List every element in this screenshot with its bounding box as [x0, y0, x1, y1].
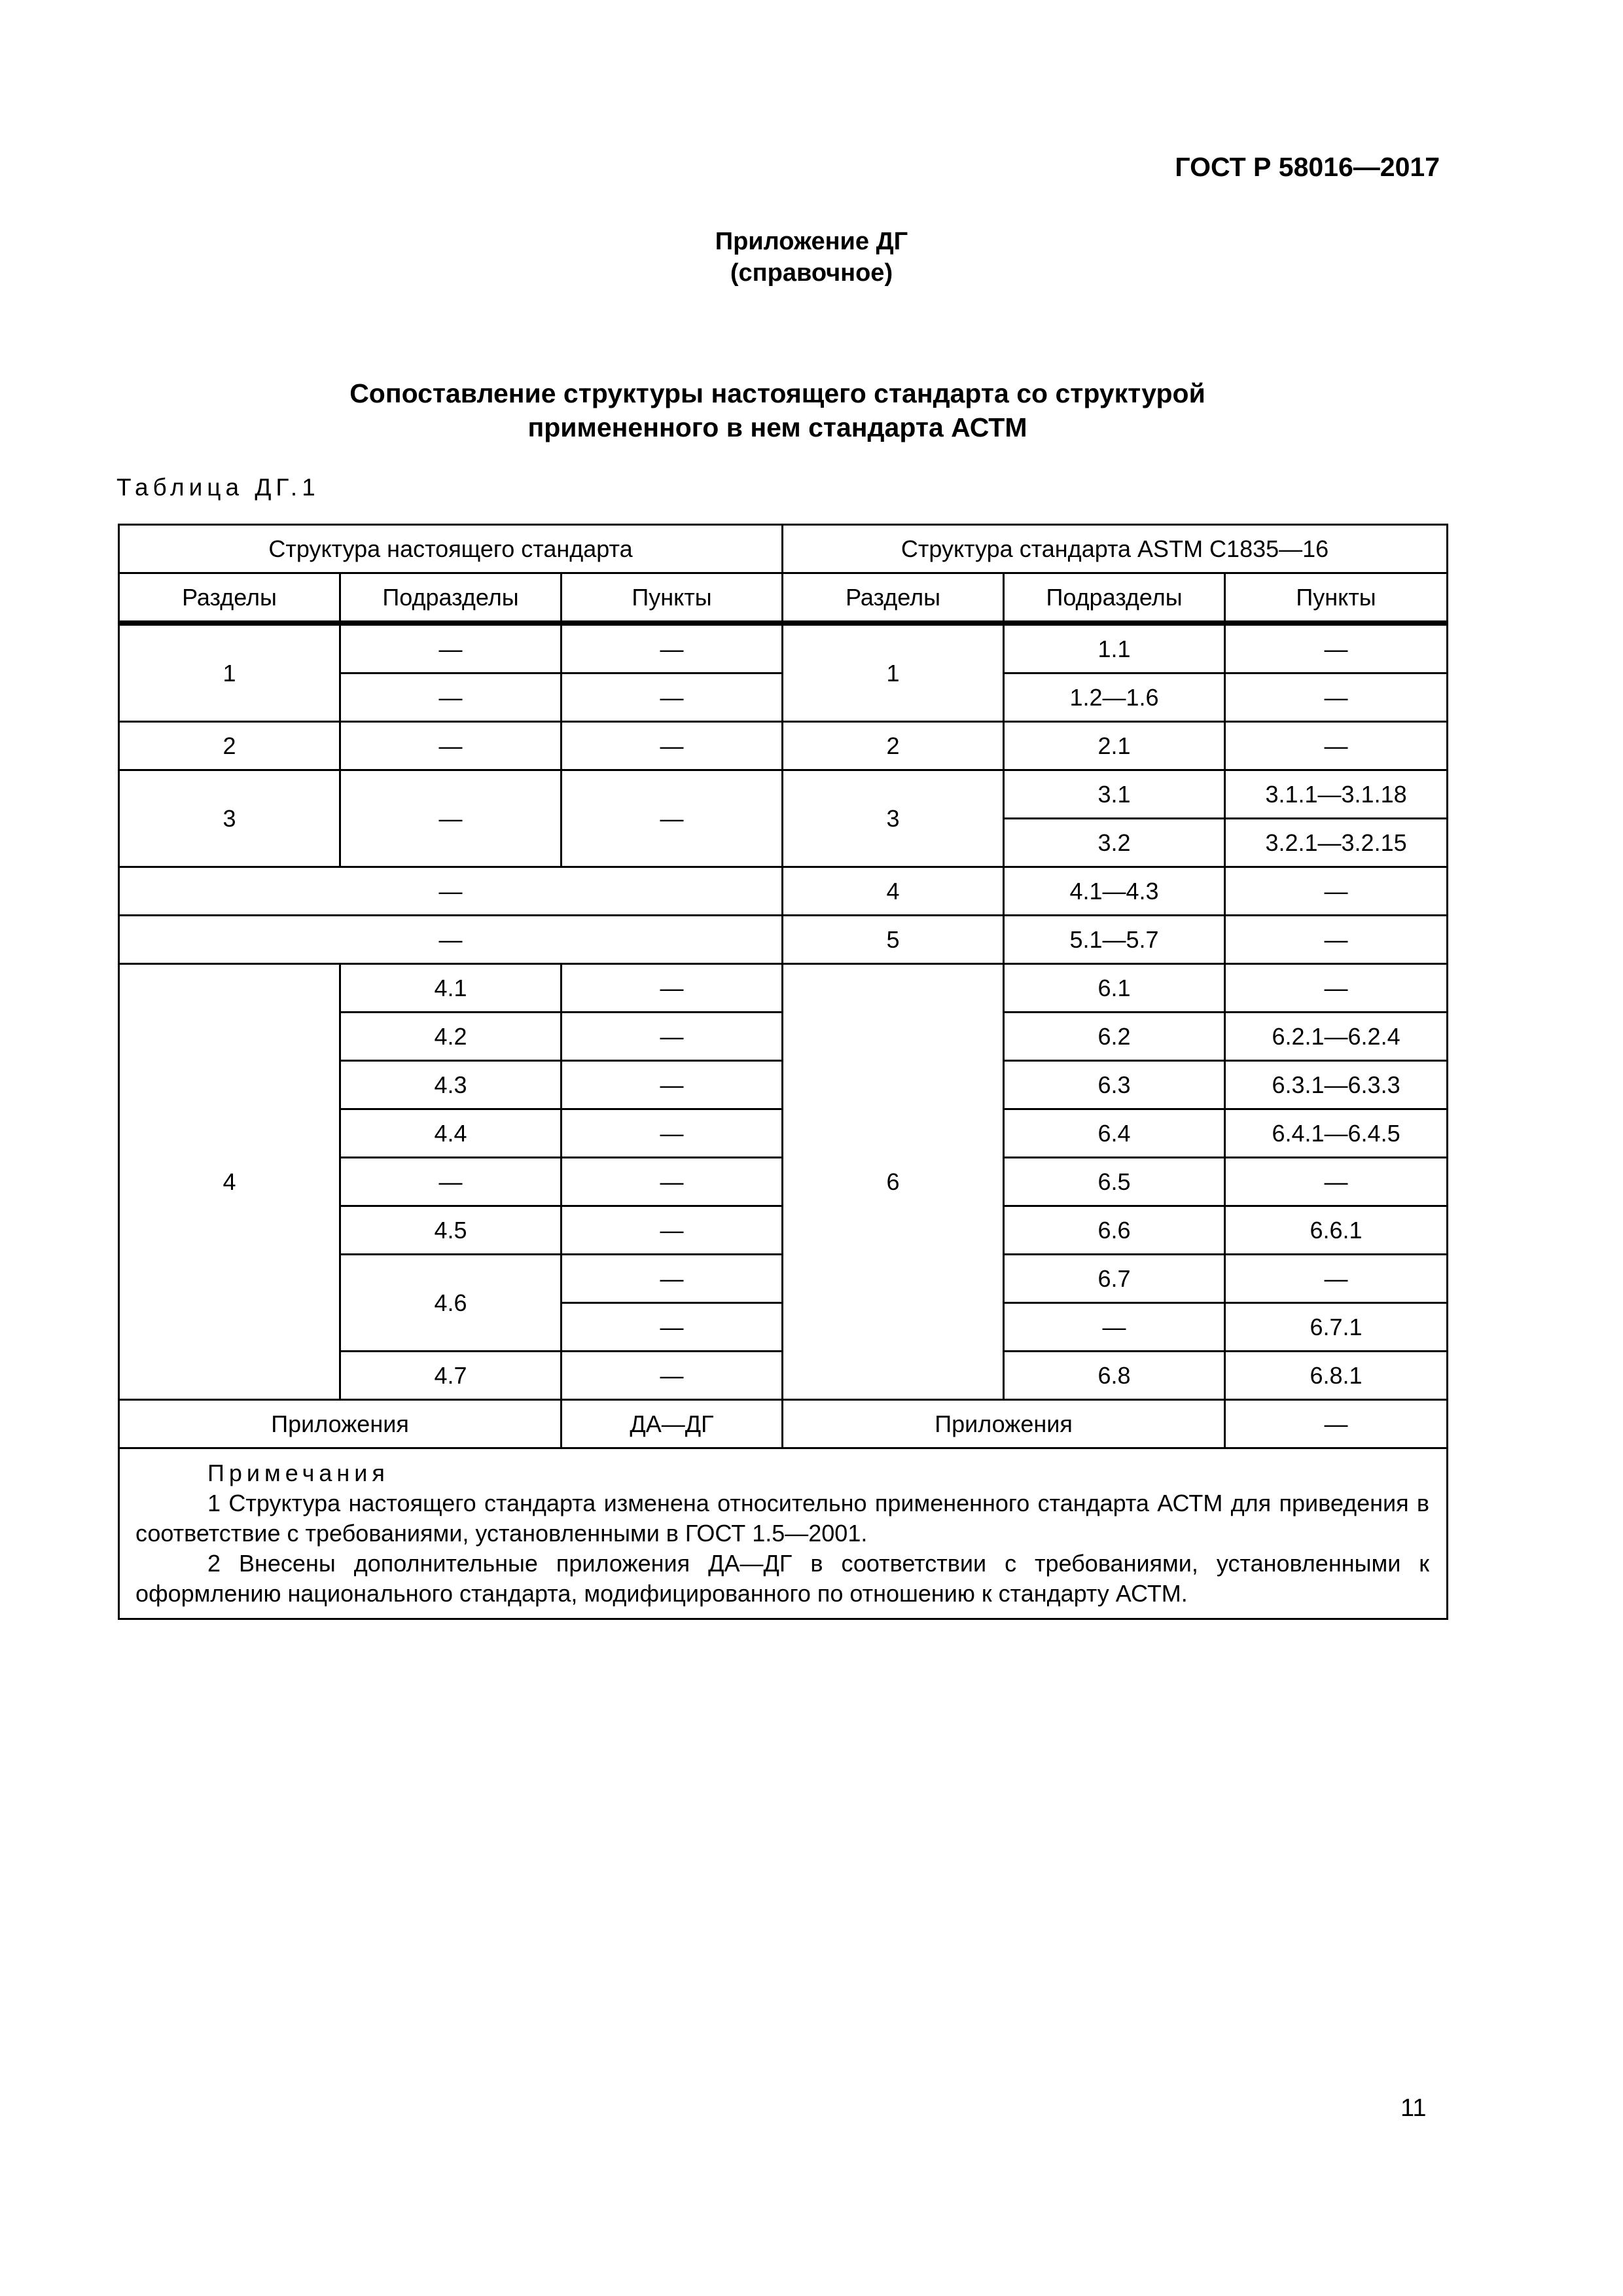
table-cell: — [1225, 673, 1448, 722]
table-cell: 2 [783, 722, 1004, 770]
table-cell: 6.2 [1004, 1013, 1225, 1061]
table-cell: — [562, 964, 783, 1013]
notes-row [119, 1448, 1448, 1619]
table-cell: — [1004, 1303, 1225, 1352]
table-row [119, 1400, 1448, 1448]
table-cell: — [1225, 867, 1448, 916]
notes-title: Примечания [207, 1460, 389, 1486]
document-code: ГОСТ Р 58016—2017 [1175, 152, 1440, 182]
table-cell: — [562, 1303, 783, 1352]
table-cell: 4.1 [340, 964, 562, 1013]
table-cell: — [1225, 623, 1448, 673]
table-cell: — [562, 1061, 783, 1109]
table-cell: 1 [783, 623, 1004, 722]
table-row [119, 722, 1448, 770]
table-cell: 3 [119, 770, 340, 867]
table-cell: — [1225, 1255, 1448, 1303]
table-cell: 6.7 [1004, 1255, 1225, 1303]
table-cell: 4.3 [340, 1061, 562, 1109]
table-cell: 6.8 [1004, 1352, 1225, 1400]
column-header: Подразделы [340, 573, 562, 624]
table-cell: 3.2 [1004, 819, 1225, 867]
table-cell: 5.1—5.7 [1004, 916, 1225, 964]
table-cell: 6.2.1—6.2.4 [1225, 1013, 1448, 1061]
structure-comparison-table [118, 524, 1448, 1620]
table-cell: ДА—ДГ [562, 1400, 783, 1448]
note-2: 2 Внесены дополнительные приложения ДА—ДГ в соответствии с требованиями, установленными к оформлению национального стандарта, модифицированного по отношению к стандарту АСТМ. [135, 1550, 1430, 1607]
table-row [119, 770, 1448, 819]
table-cell: — [1225, 1400, 1448, 1448]
table-cell: 6.3.1—6.3.3 [1225, 1061, 1448, 1109]
table-cell: 3 [783, 770, 1004, 867]
table-cell: 1.2—1.6 [1004, 673, 1225, 722]
table-row [119, 916, 1448, 964]
appendix-name: Приложение ДГ [715, 228, 908, 255]
table-cell: — [340, 722, 562, 770]
table-cell: — [562, 1206, 783, 1255]
table-cell: — [1225, 964, 1448, 1013]
table-cell: Приложения [119, 1400, 562, 1448]
table-cell: 6.4 [1004, 1109, 1225, 1158]
table-cell: 4.7 [340, 1352, 562, 1400]
table-group-header-row [119, 525, 1448, 573]
column-header: Разделы [783, 573, 1004, 624]
table-cell: — [1225, 1158, 1448, 1206]
table-cell: 1 [119, 623, 340, 722]
table-cell: — [562, 1352, 783, 1400]
table-cell: — [562, 770, 783, 867]
table-title-line-2: примененного в нем стандарта АСТМ [527, 412, 1027, 442]
table-column-header-row [119, 573, 1448, 624]
table-cell: 6.3 [1004, 1061, 1225, 1109]
table-cell: 6.6 [1004, 1206, 1225, 1255]
note-1: 1 Структура настоящего стандарта изменена относительно примененного стандарта АСТМ для приведения в соответствие с требованиями, установленными в ГОСТ 1.5—2001. [135, 1490, 1430, 1547]
table-cell: 4.6 [340, 1255, 562, 1352]
table-cell: — [562, 1013, 783, 1061]
table-cell: — [1225, 916, 1448, 964]
table-cell: Приложения [783, 1400, 1225, 1448]
table-cell: — [562, 623, 783, 673]
table-cell: — [340, 1158, 562, 1206]
table-cell: 1.1 [1004, 623, 1225, 673]
table-cell: 5 [783, 916, 1004, 964]
appendix-kind: (справочное) [730, 259, 893, 287]
notes-cell [119, 1448, 1448, 1619]
table-cell: 4.1—4.3 [1004, 867, 1225, 916]
table-cell: 4.4 [340, 1109, 562, 1158]
column-header: Пункты [562, 573, 783, 624]
table-cell: 6.7.1 [1225, 1303, 1448, 1352]
table-cell: 6.5 [1004, 1158, 1225, 1206]
table-cell: 4 [783, 867, 1004, 916]
column-header: Пункты [1225, 573, 1448, 624]
table-caption: Таблица ДГ.1 [116, 474, 320, 501]
table-title-line-1: Сопоставление структуры настоящего стандарта со структурой [349, 378, 1205, 408]
table-row [119, 867, 1448, 916]
table-cell: 6.4.1—6.4.5 [1225, 1109, 1448, 1158]
table-cell: 4.2 [340, 1013, 562, 1061]
table-cell: — [562, 673, 783, 722]
page-number: 11 [1400, 2094, 1427, 2122]
table-row [119, 623, 1448, 673]
table-cell: — [340, 770, 562, 867]
table-cell: 2 [119, 722, 340, 770]
column-header: Подразделы [1004, 573, 1225, 624]
column-header: Разделы [119, 573, 340, 624]
table-cell: — [119, 867, 783, 916]
table-cell: 6.1 [1004, 964, 1225, 1013]
table-row [119, 964, 1448, 1013]
table-cell: 6.8.1 [1225, 1352, 1448, 1400]
table-cell: 3.2.1—3.2.15 [1225, 819, 1448, 867]
group-header-astm-standard: Структура стандарта ASTM C1835—16 [783, 525, 1448, 573]
table-cell: 2.1 [1004, 722, 1225, 770]
table-cell: 6 [783, 964, 1004, 1400]
group-header-this-standard: Структура настоящего стандарта [119, 525, 783, 573]
table-cell: — [340, 673, 562, 722]
table-cell: — [562, 1109, 783, 1158]
table-cell: — [1225, 722, 1448, 770]
table-cell: — [119, 916, 783, 964]
table-cell: — [562, 1255, 783, 1303]
table-cell: 3.1.1—3.1.18 [1225, 770, 1448, 819]
table-cell: — [562, 1158, 783, 1206]
table-cell: 4 [119, 964, 340, 1400]
table-cell: 3.1 [1004, 770, 1225, 819]
table-cell: — [340, 623, 562, 673]
table-cell: 4.5 [340, 1206, 562, 1255]
table-cell: — [562, 722, 783, 770]
table-cell: 6.6.1 [1225, 1206, 1448, 1255]
